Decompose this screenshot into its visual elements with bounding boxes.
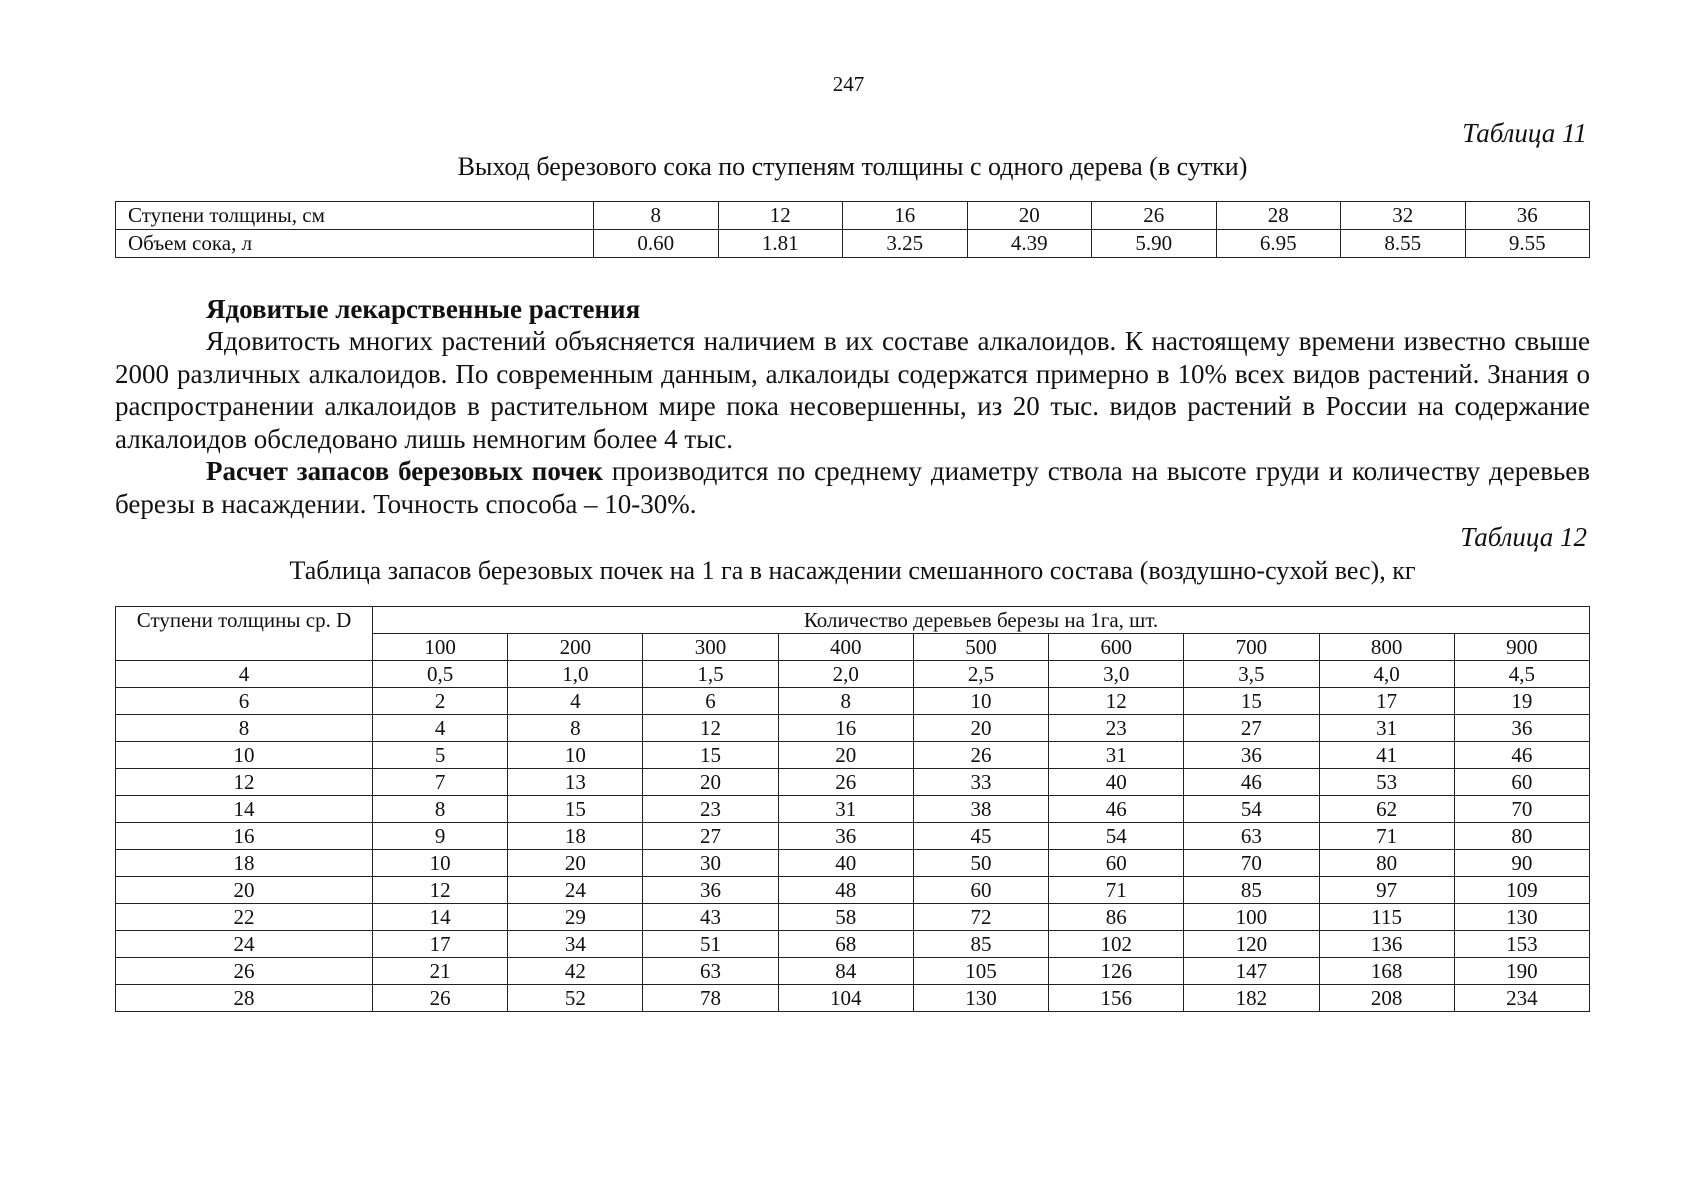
table-cell: 102	[1049, 931, 1184, 958]
table-cell: 20	[778, 742, 913, 769]
table-cell: 2,5	[913, 661, 1048, 688]
row-header-d: 26	[116, 958, 373, 985]
table-cell: 20	[508, 850, 643, 877]
table-cell: 27	[643, 823, 778, 850]
table-cell: 10	[913, 688, 1048, 715]
table-cell: 16	[778, 715, 913, 742]
table-row	[116, 850, 1590, 877]
table-cell: 168	[1319, 958, 1454, 985]
table-cell: 126	[1049, 958, 1184, 985]
row-header-d: 28	[116, 985, 373, 1012]
row-header-d: 20	[116, 877, 373, 904]
table-cell: 2,0	[778, 661, 913, 688]
corner-header: Ступени толщины ср. D	[116, 607, 373, 661]
table-cell: 208	[1319, 985, 1454, 1012]
table-cell: 9.55	[1465, 230, 1590, 258]
table-cell: 36	[778, 823, 913, 850]
table-row-label: Ступени толщины, см	[116, 202, 594, 230]
table-cell: 34	[508, 931, 643, 958]
row-header-d: 8	[116, 715, 373, 742]
table-11-caption: Таблица 11	[1462, 118, 1587, 148]
table-cell: 17	[1319, 688, 1454, 715]
table-cell: 105	[913, 958, 1048, 985]
page-number: 247	[832, 72, 865, 96]
table-row	[116, 904, 1590, 931]
table-cell: 62	[1319, 796, 1454, 823]
table-cell: 1,0	[508, 661, 643, 688]
table-cell: 63	[1184, 823, 1319, 850]
table-cell: 85	[1184, 877, 1319, 904]
column-header: 700	[1184, 634, 1319, 661]
row-header-d: 4	[116, 661, 373, 688]
table-cell: 90	[1454, 850, 1589, 877]
table-cell: 36	[1184, 742, 1319, 769]
table-cell: 12	[373, 877, 508, 904]
table-cell: 50	[913, 850, 1048, 877]
table-cell: 46	[1454, 742, 1589, 769]
column-header: 500	[913, 634, 1048, 661]
table-cell: 31	[1319, 715, 1454, 742]
table-cell: 2	[373, 688, 508, 715]
table-11-title: Выход березового сока по ступеням толщины с одного дерева (в сутки)	[457, 152, 1248, 181]
table-cell: 78	[643, 985, 778, 1012]
table-cell: 156	[1049, 985, 1184, 1012]
table-cell: 104	[778, 985, 913, 1012]
table-cell: 3,5	[1184, 661, 1319, 688]
table-cell: 130	[913, 985, 1048, 1012]
table-cell: 70	[1454, 796, 1589, 823]
table-cell: 4	[508, 688, 643, 715]
table-cell: 115	[1319, 904, 1454, 931]
table-cell: 27	[1184, 715, 1319, 742]
table-row	[116, 661, 1590, 688]
row-header-d: 18	[116, 850, 373, 877]
table-cell: 36	[1454, 715, 1589, 742]
table-cell: 8	[373, 796, 508, 823]
table-row-label: Объем сока, л	[116, 230, 594, 258]
table-cell: 23	[1049, 715, 1184, 742]
table-cell: 31	[778, 796, 913, 823]
table-cell: 20	[643, 769, 778, 796]
table-row	[116, 877, 1590, 904]
table-cell: 36	[643, 877, 778, 904]
table-cell: 5.90	[1092, 230, 1217, 258]
table-cell: 45	[913, 823, 1048, 850]
table-cell: 5	[373, 742, 508, 769]
table-row	[116, 769, 1590, 796]
table-cell: 12	[1049, 688, 1184, 715]
table-cell: 33	[913, 769, 1048, 796]
column-header: 800	[1319, 634, 1454, 661]
table-cell: 13	[508, 769, 643, 796]
table-cell: 68	[778, 931, 913, 958]
table-12	[115, 606, 1590, 1012]
table-cell: 16	[843, 202, 968, 230]
table-cell: 15	[1184, 688, 1319, 715]
table-cell: 54	[1184, 796, 1319, 823]
column-header: 300	[643, 634, 778, 661]
paragraph-buds-calculation	[115, 455, 1590, 520]
table-cell: 4	[373, 715, 508, 742]
table-cell: 10	[373, 850, 508, 877]
table-cell: 46	[1049, 796, 1184, 823]
row-header-d: 6	[116, 688, 373, 715]
table-row	[116, 931, 1590, 958]
table-cell: 8	[778, 688, 913, 715]
row-header-d: 14	[116, 796, 373, 823]
table-cell: 109	[1454, 877, 1589, 904]
table-cell: 14	[373, 904, 508, 931]
table-row	[116, 715, 1590, 742]
column-header: 100	[373, 634, 508, 661]
table-cell: 32	[1341, 202, 1466, 230]
table-12-body	[116, 607, 1590, 1012]
table-cell: 54	[1049, 823, 1184, 850]
table-row	[116, 202, 1590, 230]
table-cell: 6	[643, 688, 778, 715]
table-row	[116, 823, 1590, 850]
table-cell: 71	[1319, 823, 1454, 850]
row-header-d: 12	[116, 769, 373, 796]
table-cell: 80	[1454, 823, 1589, 850]
column-header: 200	[508, 634, 643, 661]
table-cell: 182	[1184, 985, 1319, 1012]
table-11	[115, 201, 1590, 258]
table-cell: 42	[508, 958, 643, 985]
table-cell: 12	[718, 202, 843, 230]
table-row	[116, 958, 1590, 985]
table-cell: 8.55	[1341, 230, 1466, 258]
table-cell: 130	[1454, 904, 1589, 931]
table-cell: 0,5	[373, 661, 508, 688]
table-row	[116, 688, 1590, 715]
table-cell: 1,5	[643, 661, 778, 688]
table-cell: 7	[373, 769, 508, 796]
table-cell: 43	[643, 904, 778, 931]
table-cell: 24	[508, 877, 643, 904]
paragraph-alkaloids: Ядовитость многих растений объясняется наличием в их составе алкалоидов. К настоящему времени известно свыше 2000 различных алкалоидов. По современным данным, алкалоиды содержатся примерно в 10% всех видов растений. Знания о распространении алкалоидов в растительном мире пока несовершенны, из 20 тыс. видов растений в России на содержание алкалоидов обследовано лишь немногим более 4 тыс.	[115, 326, 1590, 454]
table-cell: 40	[778, 850, 913, 877]
table-cell: 17	[373, 931, 508, 958]
table-cell: 153	[1454, 931, 1589, 958]
row-header-d: 24	[116, 931, 373, 958]
table-cell: 21	[373, 958, 508, 985]
table-cell: 38	[913, 796, 1048, 823]
table-header-row	[116, 607, 1590, 634]
table-cell: 41	[1319, 742, 1454, 769]
row-header-d: 10	[116, 742, 373, 769]
table-cell: 4,5	[1454, 661, 1589, 688]
table-row	[116, 985, 1590, 1012]
table-cell: 80	[1319, 850, 1454, 877]
table-cell: 58	[778, 904, 913, 931]
table-cell: 6.95	[1216, 230, 1341, 258]
table-cell: 0.60	[594, 230, 719, 258]
table-cell: 53	[1319, 769, 1454, 796]
bold-term: Расчет запасов березовых почек	[206, 456, 603, 486]
section-heading: Ядовитые лекарственные растения	[206, 294, 641, 324]
table-cell: 15	[643, 742, 778, 769]
table-cell: 20	[913, 715, 1048, 742]
table-cell: 36	[1465, 202, 1590, 230]
table-cell: 60	[1454, 769, 1589, 796]
table-cell: 23	[643, 796, 778, 823]
table-cell: 136	[1319, 931, 1454, 958]
table-cell: 63	[643, 958, 778, 985]
row-header-d: 16	[116, 823, 373, 850]
table-cell: 3,0	[1049, 661, 1184, 688]
table-cell: 31	[1049, 742, 1184, 769]
table-cell: 3.25	[843, 230, 968, 258]
table-cell: 97	[1319, 877, 1454, 904]
table-cell: 12	[643, 715, 778, 742]
table-row	[116, 796, 1590, 823]
table-cell: 48	[778, 877, 913, 904]
table-cell: 4,0	[1319, 661, 1454, 688]
table-cell: 100	[1184, 904, 1319, 931]
table-cell: 234	[1454, 985, 1589, 1012]
column-header: 600	[1049, 634, 1184, 661]
group-header: Количество деревьев березы на 1га, шт.	[373, 607, 1590, 634]
table-cell: 8	[594, 202, 719, 230]
table-cell: 86	[1049, 904, 1184, 931]
table-cell: 26	[913, 742, 1048, 769]
table-cell: 15	[508, 796, 643, 823]
table-row	[116, 230, 1590, 258]
row-header-d: 22	[116, 904, 373, 931]
table-cell: 26	[373, 985, 508, 1012]
column-header: 400	[778, 634, 913, 661]
table-row	[116, 742, 1590, 769]
table-cell: 190	[1454, 958, 1589, 985]
table-cell: 51	[643, 931, 778, 958]
table-12-caption: Таблица 12	[1460, 522, 1587, 552]
table-cell: 1.81	[718, 230, 843, 258]
table-cell: 60	[1049, 850, 1184, 877]
table-cell: 72	[913, 904, 1048, 931]
table-cell: 60	[913, 877, 1048, 904]
table-cell: 28	[1216, 202, 1341, 230]
table-cell: 18	[508, 823, 643, 850]
table-cell: 20	[967, 202, 1092, 230]
table-cell: 4.39	[967, 230, 1092, 258]
table-cell: 8	[508, 715, 643, 742]
table-cell: 147	[1184, 958, 1319, 985]
column-header: 900	[1454, 634, 1589, 661]
table-cell: 120	[1184, 931, 1319, 958]
table-cell: 46	[1184, 769, 1319, 796]
table-cell: 26	[1092, 202, 1217, 230]
paragraph-text: производится по среднему диаметру ствола на высоте груди и количеству деревьев березы в насаждении. Точность способа – 10-30%.	[115, 456, 1590, 519]
table-cell: 52	[508, 985, 643, 1012]
table-cell: 30	[643, 850, 778, 877]
table-cell: 70	[1184, 850, 1319, 877]
table-cell: 29	[508, 904, 643, 931]
table-cell: 84	[778, 958, 913, 985]
table-cell: 19	[1454, 688, 1589, 715]
table-cell: 71	[1049, 877, 1184, 904]
table-12-title: Таблица запасов березовых почек на 1 га в насаждении смешанного состава (воздушно-сухой вес), кг	[289, 556, 1416, 585]
table-cell: 9	[373, 823, 508, 850]
table-cell: 10	[508, 742, 643, 769]
table-cell: 85	[913, 931, 1048, 958]
table-cell: 26	[778, 769, 913, 796]
table-cell: 40	[1049, 769, 1184, 796]
